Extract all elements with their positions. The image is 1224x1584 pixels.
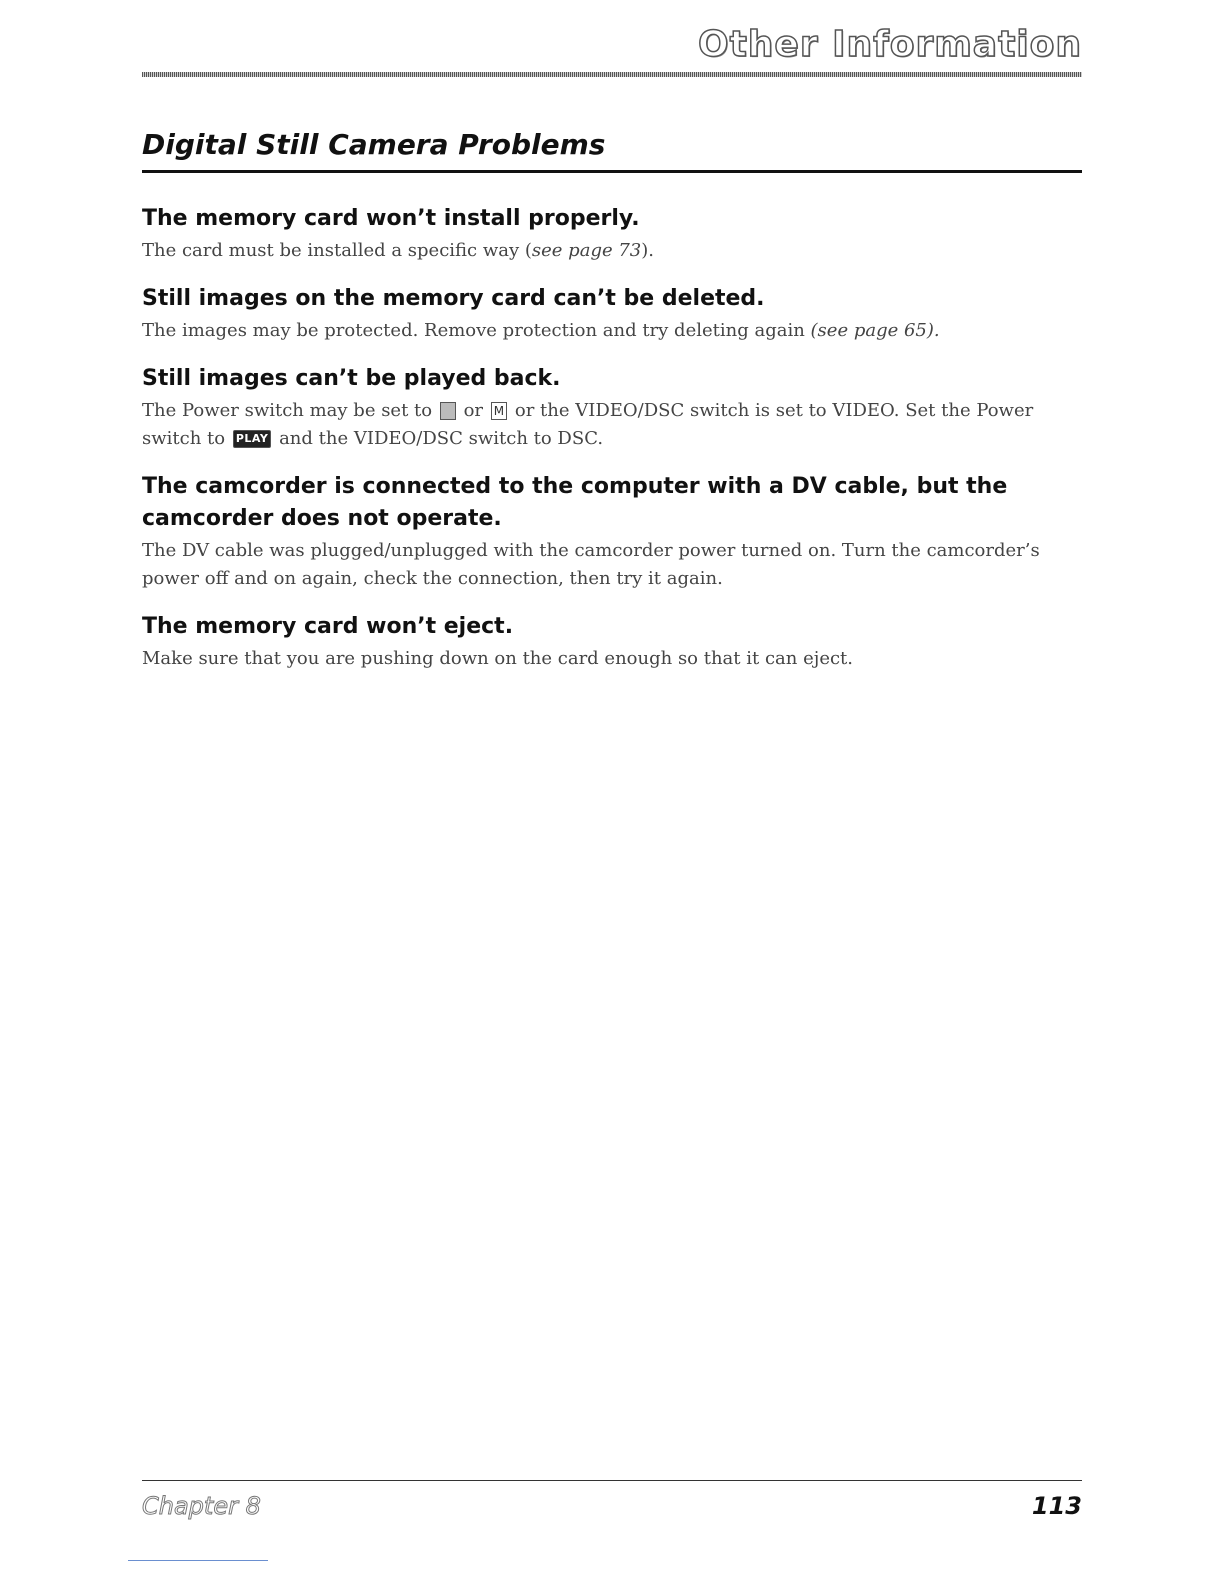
problem-heading: The camcorder is connected to the computer with a DV cable, but the camcorder does not operate. — [142, 474, 1008, 531]
auto-mode-icon: A — [440, 402, 456, 420]
header-rule — [142, 72, 1082, 77]
solution-text: The images may be protected. Remove protection and try deleting again (see page 65). — [142, 320, 940, 341]
page-reference: (see page 65). — [810, 320, 940, 341]
problem-heading: The memory card won’t eject. — [142, 614, 514, 639]
footer-rule — [142, 1480, 1082, 1481]
solution-text: The DV cable was plugged/unplugged with the camcorder power turned on. Turn the camcorder’s power off and on again, check the connection, then try it again. — [142, 540, 1040, 589]
bottom-mark — [128, 1560, 268, 1561]
chapter-label: Chapter 8 — [142, 1492, 261, 1520]
list-item — [142, 471, 1082, 593]
manual-mode-icon: M — [491, 402, 507, 420]
troubleshooting-list — [142, 203, 1082, 691]
section-title: Digital Still Camera Problems — [142, 128, 606, 161]
problem-heading: Still images can’t be played back. — [142, 366, 561, 391]
section-rule — [142, 170, 1082, 173]
page-number: 113 — [1031, 1492, 1082, 1520]
running-header: Other Information — [697, 24, 1082, 65]
play-mode-icon: PLAY — [233, 430, 272, 448]
page-reference: see page 73 — [531, 240, 642, 261]
solution-text: The card must be installed a specific way (see page 73). — [142, 240, 654, 261]
list-item — [142, 363, 1082, 453]
list-item — [142, 283, 1082, 345]
solution-text: The Power switch may be set to A or M or the VIDEO/DSC switch is set to VIDEO. Set the Power switch to PLAY and the VIDEO/DSC switch to DSC. — [142, 400, 1034, 449]
solution-text: Make sure that you are pushing down on the card enough so that it can eject. — [142, 648, 854, 669]
problem-heading: The memory card won’t install properly. — [142, 206, 640, 231]
list-item — [142, 611, 1082, 673]
problem-heading: Still images on the memory card can’t be deleted. — [142, 286, 765, 311]
list-item — [142, 203, 1082, 265]
